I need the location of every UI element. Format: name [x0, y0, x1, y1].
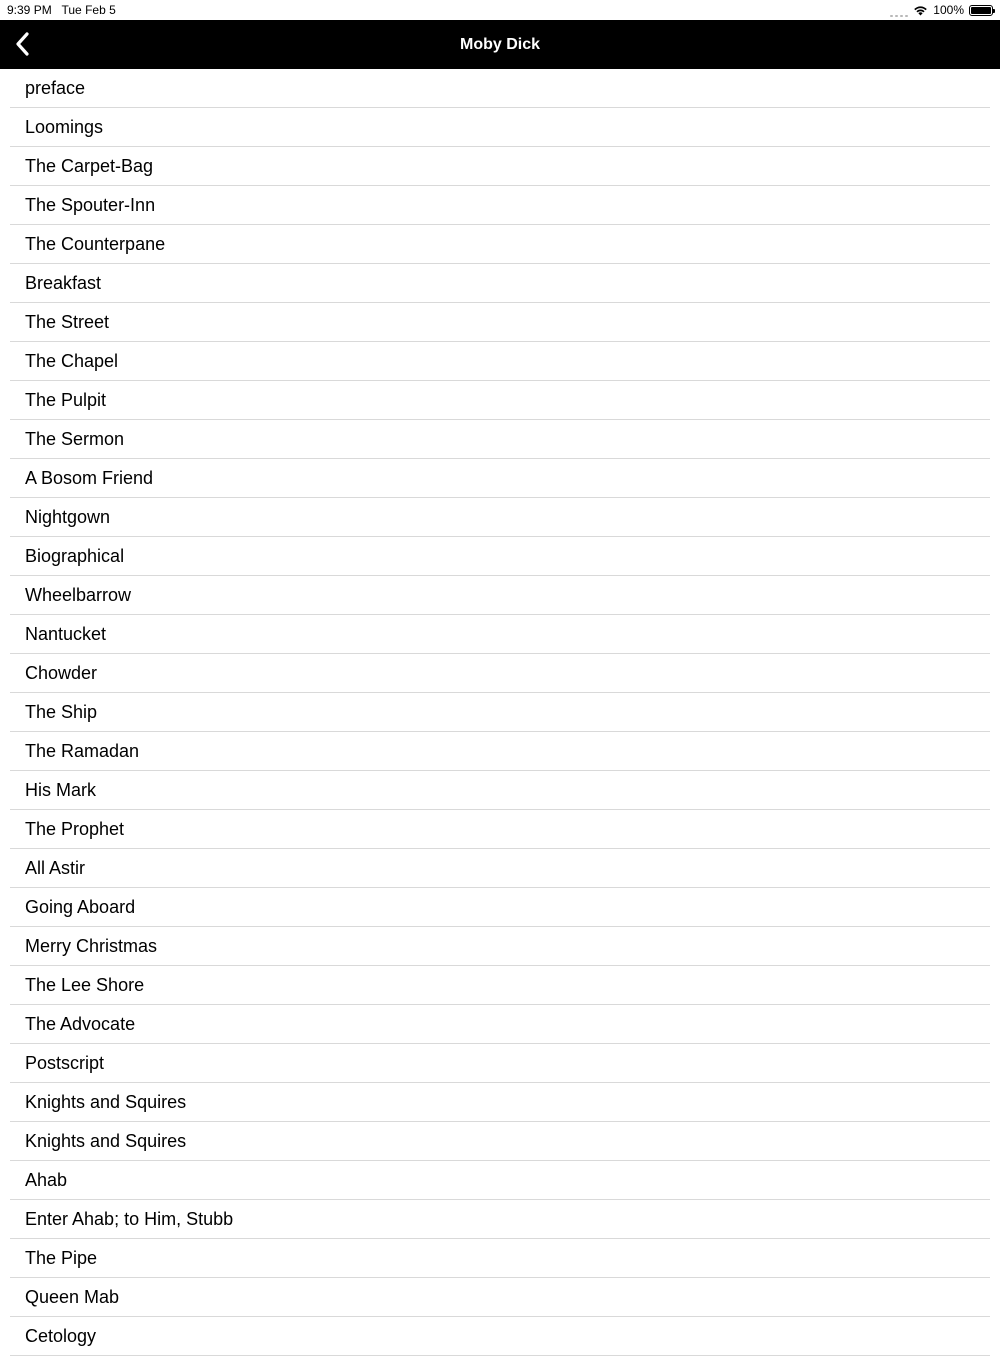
battery-percent: 100%: [933, 3, 964, 17]
chapter-row[interactable]: Postscript: [0, 1044, 1000, 1083]
chapter-row[interactable]: The Advocate: [0, 1005, 1000, 1044]
navigation-bar: [0, 20, 1000, 69]
chapter-row[interactable]: The Pipe: [0, 1239, 1000, 1278]
chapter-row[interactable]: Nantucket: [0, 615, 1000, 654]
chapter-row[interactable]: Cetology: [0, 1317, 1000, 1356]
cellular-signal-icon: [890, 7, 908, 17]
chapter-row[interactable]: Biographical: [0, 537, 1000, 576]
chapter-row[interactable]: Breakfast: [0, 264, 1000, 303]
chapter-row[interactable]: preface: [0, 69, 1000, 108]
chapter-row[interactable]: The Chapel: [0, 342, 1000, 381]
chapter-row[interactable]: Loomings: [0, 108, 1000, 147]
chapter-row[interactable]: Enter Ahab; to Him, Stubb: [0, 1200, 1000, 1239]
chapter-row[interactable]: The Carpet-Bag: [0, 147, 1000, 186]
chapter-row[interactable]: The Spouter-Inn: [0, 186, 1000, 225]
chapter-row[interactable]: The Pulpit: [0, 381, 1000, 420]
chapter-row[interactable]: Merry Christmas: [0, 927, 1000, 966]
chapter-row[interactable]: All Astir: [0, 849, 1000, 888]
chapter-list: [0, 69, 1000, 1346]
chapter-row[interactable]: A Bosom Friend: [0, 459, 1000, 498]
chapter-row[interactable]: Wheelbarrow: [0, 576, 1000, 615]
chapter-row[interactable]: Ahab: [0, 1161, 1000, 1200]
chapter-row[interactable]: The Ramadan: [0, 732, 1000, 771]
chapter-row[interactable]: His Mark: [0, 771, 1000, 810]
page-title: Moby Dick: [459, 36, 540, 53]
chapter-row[interactable]: Going Aboard: [0, 888, 1000, 927]
status-indicators: [890, 0, 993, 20]
chapter-row[interactable]: The Counterpane: [0, 225, 1000, 264]
chapter-row[interactable]: Knights and Squires: [0, 1083, 1000, 1122]
status-date: Tue Feb 5: [61, 3, 116, 17]
status-bar: [0, 0, 1000, 20]
wifi-icon: [913, 5, 928, 16]
battery-icon: [969, 5, 993, 16]
chapter-row[interactable]: Nightgown: [0, 498, 1000, 537]
chapter-row[interactable]: Knights and Squires: [0, 1122, 1000, 1161]
chapter-row[interactable]: The Sermon: [0, 420, 1000, 459]
chapter-row[interactable]: The Street: [0, 303, 1000, 342]
chapter-row[interactable]: The Lee Shore: [0, 966, 1000, 1005]
status-time: 9:39 PM: [7, 3, 52, 17]
chapter-row[interactable]: The Ship: [0, 693, 1000, 732]
chapter-row[interactable]: The Prophet: [0, 810, 1000, 849]
status-time-date: [7, 0, 116, 20]
chapter-row[interactable]: Chowder: [0, 654, 1000, 693]
chapter-row[interactable]: Queen Mab: [0, 1278, 1000, 1317]
